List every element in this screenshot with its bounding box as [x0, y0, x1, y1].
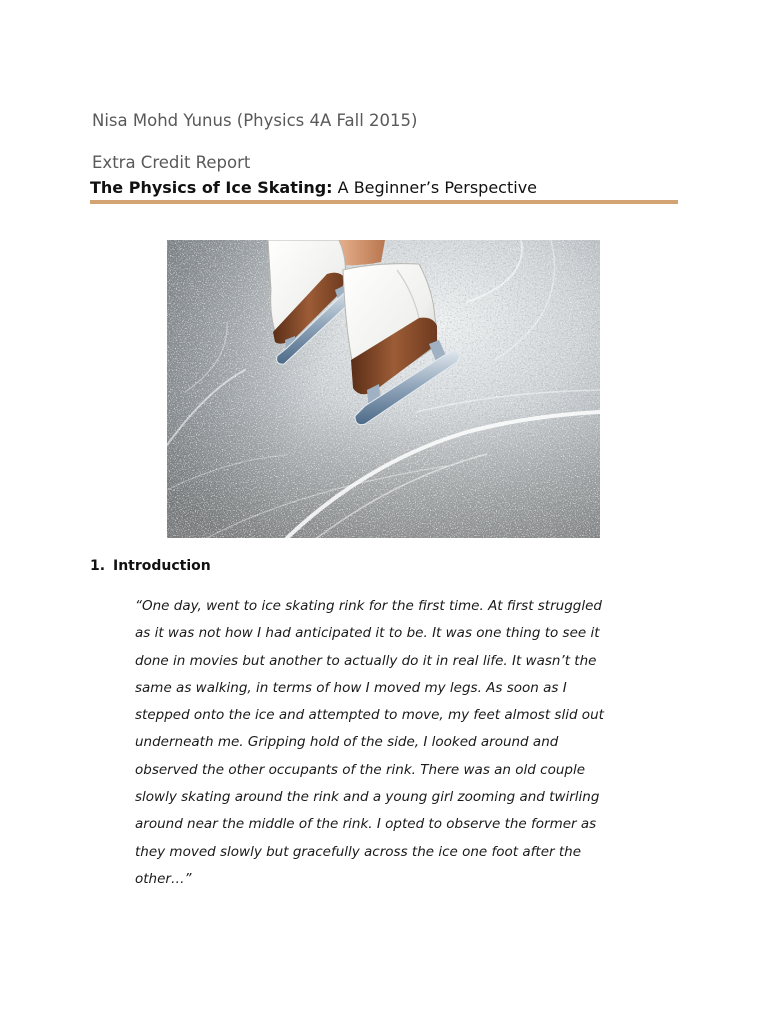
- quote-line: slowly skating around the rink and a young girl zooming and twirling: [135, 789, 600, 806]
- ice-skating-photo: [167, 240, 600, 538]
- section-number: 1.: [90, 558, 106, 574]
- quote-line: underneath me. Gripping hold of the side, I looked around and: [135, 734, 559, 751]
- quote-line: around near the middle of the rink. I opted to observe the former as: [135, 816, 597, 833]
- title-rule: [90, 200, 678, 204]
- title-subtitle: A Beginner’s Perspective: [337, 178, 537, 197]
- author-line: Nisa Mohd Yunus (Physics 4A Fall 2015): [92, 111, 418, 130]
- ice-skating-figure: [167, 240, 600, 538]
- report-type: Extra Credit Report: [92, 153, 251, 172]
- quote-line: same as walking, in terms of how I moved my legs. As soon as I: [135, 679, 567, 696]
- section-heading: [90, 557, 211, 575]
- quote-line: other…”: [135, 870, 192, 887]
- intro-quote: [135, 593, 695, 893]
- quote-line: as it was not how I had anticipated it to be. It was one thing to see it: [135, 625, 600, 642]
- quote-line: done in movies but another to actually do it in real life. It wasn’t the: [135, 652, 597, 669]
- section-title: Introduction: [113, 558, 211, 574]
- quote-line: observed the other occupants of the rink. There was an old couple: [135, 761, 586, 778]
- quote-line: they moved slowly but gracefully across the ice one foot after the: [135, 843, 582, 860]
- quote-line: stepped onto the ice and attempted to move, my feet almost slid out: [135, 707, 604, 724]
- title-bold: The Physics of Ice Skating:: [90, 178, 333, 197]
- document-title: [90, 178, 537, 198]
- quote-line: “One day, went to ice skating rink for the first time. At first struggled: [135, 598, 602, 614]
